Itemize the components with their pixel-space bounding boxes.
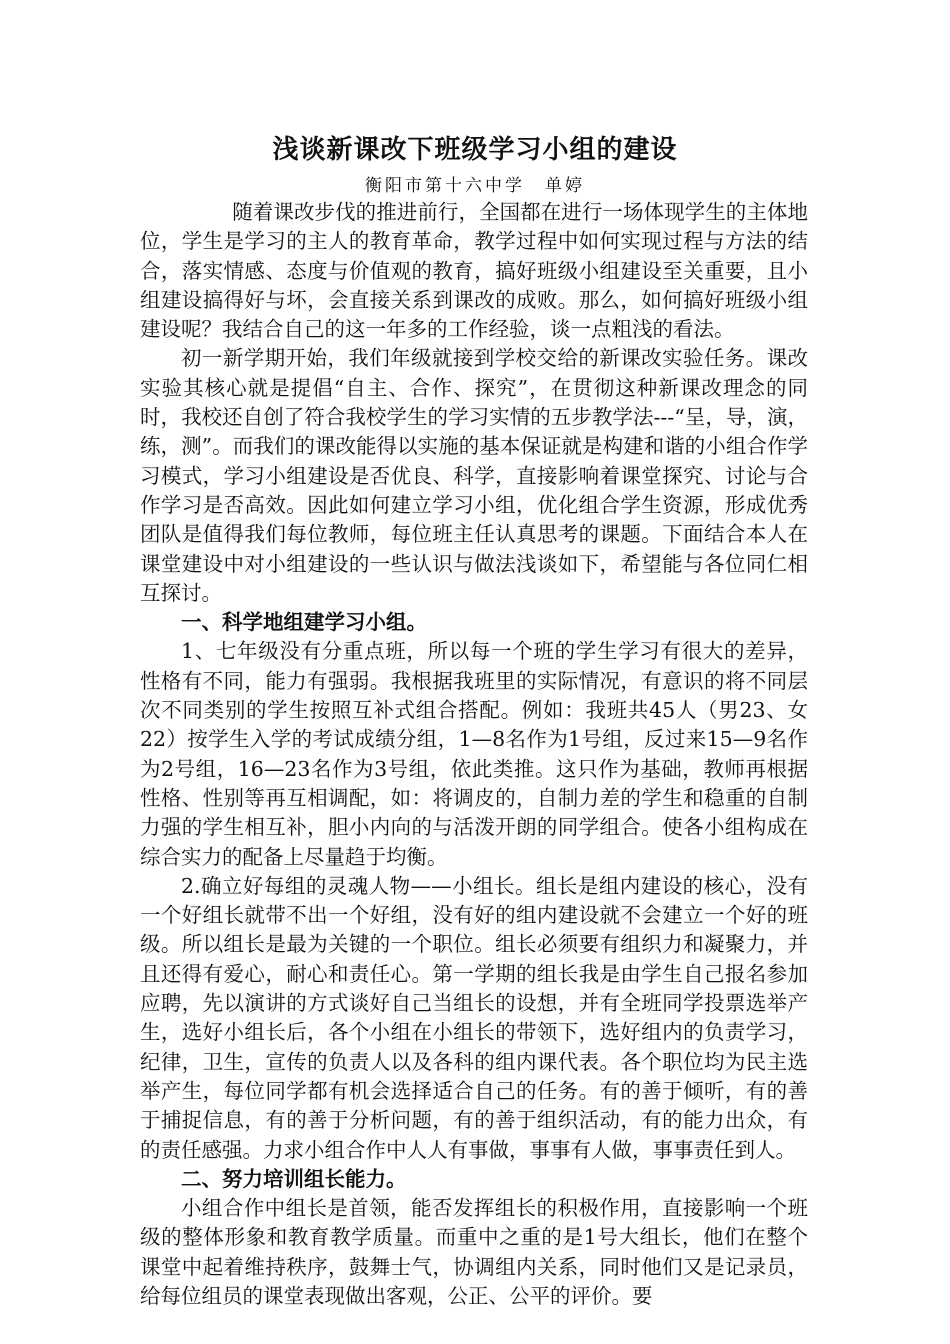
document-title: 浅谈新课改下班级学习小组的建设 [272, 135, 678, 165]
body-paragraph: 小组合作中组长是首领，能否发挥组长的积极作用，直接影响一个班级的整体形象和教育教学质量。而重中之重的是1号大组长，他们在整个课堂中起着维持秩序，鼓舞士气，协调组内关系，同时他们又是记录员，给每位组员的课堂表现做出客观，公正、公平的评价。要 [140, 1196, 808, 1308]
document-body [140, 198, 808, 1311]
body-paragraph: 1、七年级没有分重点班，所以每一个班的学生学习有很大的差异，性格有不同，能力有强弱。我根据我班里的实际情况，有意识的将不同层次不同类别的学生按照互补式组合搭配。例如：我班共45人（男23、女22）按学生入学的考试成绩分组，1—8名作为1号组，反过来15—9名作为2号组，16—23名作为3号组，依此类推。这只作为基础，教师再根据性格、性别等再互相调配，如：将调皮的，自制力差的学生和稳重的自制力强的学生相互补，胆小内向的与活泼开朗的同学组合。使各小组构成在综合实力的配备上尽量趋于均衡。 [140, 639, 808, 869]
author-line: 衡阳市第十六中学 单婷 [365, 176, 585, 196]
intro-paragraph: 随着课改步伐的推进前行，全国都在进行一场体现学生的主体地位，学生是学习的主人的教育革命，教学过程中如何实现过程与方法的结合，落实情感、态度与价值观的教育，搞好班级小组建设至关重要，且小组建设搞得好与坏，会直接关系到课改的成败。那么，如何搞好班级小组建设呢？我结合自己的这一年多的工作经验，谈一点粗浅的看法。 [140, 200, 808, 342]
body-paragraph: 2.确立好每组的灵魂人物——小组长。组长是组内建设的核心，没有一个好组长就带不出一个好组，没有好的组内建设就不会建立一个好的班级。所以组长是最为关键的一个职位。组长必须要有组织力和凝聚力，并且还得有爱心，耐心和责任心。第一学期的组长我是由学生自己报名参加应聘，先以演讲的方式谈好自己当组长的设想，并有全班同学投票选举产生，选好小组长后，各个小组在小组长的带领下，选好组内的负责学习，纪律，卫生，宣传的负责人以及各科的组内课代表。各个职位均为民主选举产生，每位同学都有机会选择适合自己的任务。有的善于倾听，有的善于捕捉信息，有的善于分析问题，有的善于组织活动，有的能力出众，有的责任感强。力求小组合作中人人有事做，事事有人做，事事责任到人。 [140, 873, 808, 1162]
section-heading: 二、努力培训组长能力。 [181, 1166, 407, 1191]
body-paragraph: 初一新学期开始，我们年级就接到学校交给的新课改实验任务。课改实验其核心就是提倡“自主、合作、探究”，在贯彻这种新课改理念的同时，我校还自创了符合我校学生的学习实情的五步教学法---“呈，导，演，练，测”。而我们的课改能得以实施的基本保证就是构建和谐的小组合作学习模式，学习小组建设是否优良、科学，直接影响着课堂探究、讨论与合作学习是否高效。因此如何建立学习小组，优化组合学生资源，形成优秀团队是值得我们每位教师，每位班主任认真思考的课题。下面结合本人在课堂建设中对小组建设的一些认识与做法浅谈如下，希望能与各位同仁相互探讨。 [140, 346, 808, 605]
section-heading: 一、科学地组建学习小组。 [181, 610, 427, 635]
